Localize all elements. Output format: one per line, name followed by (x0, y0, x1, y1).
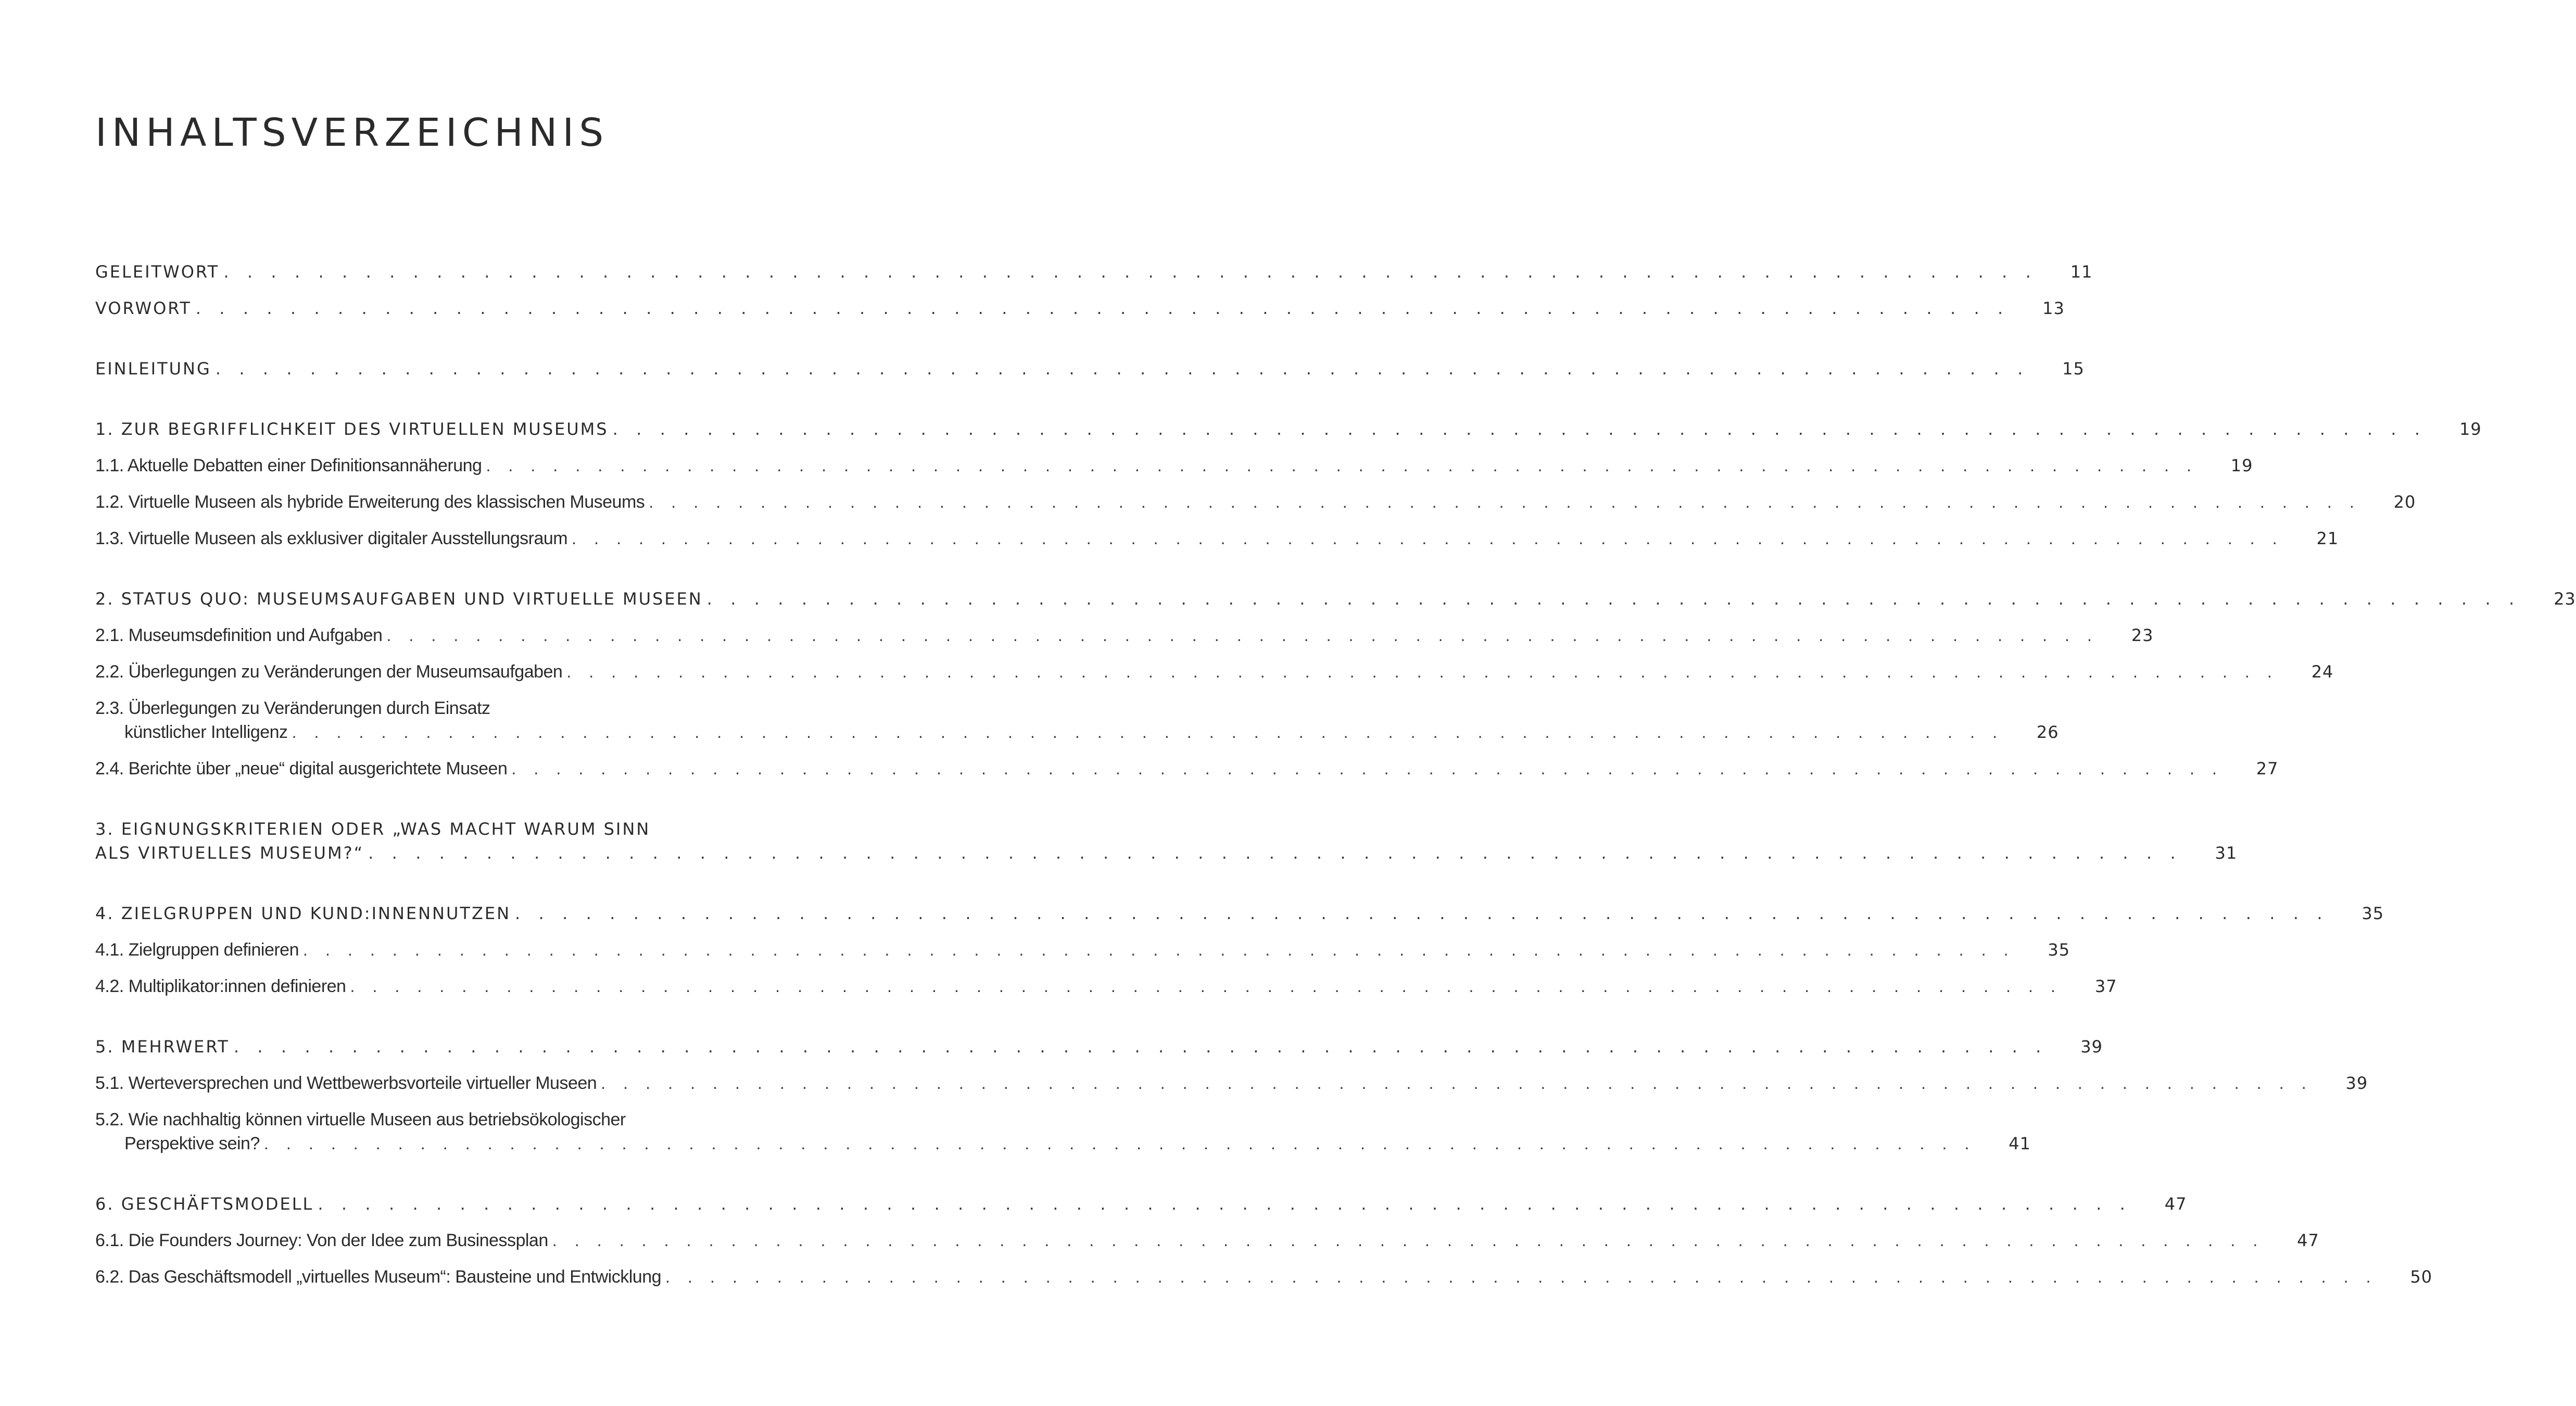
toc-entry-section-1-2[interactable] (95, 488, 2416, 516)
leader-dots: . . . . . . . . . . . . . . . . . . . . . . . . . . . . . . . . . . . . . . . . . . . . . . . . . . . . . . . . . . . . . . . . . . . . . . . . . . . . . (263, 1134, 1976, 1153)
toc-entry-section-5-1[interactable] (95, 1070, 2368, 1097)
toc-entry-title: 3. EIGNUNGSKRITERIEN ODER „WAS MACHT WARUM SINN (95, 819, 651, 839)
toc-entry-page: 39 (2080, 1037, 2103, 1057)
toc-entry-chapter-3-line-1[interactable] (95, 815, 811, 843)
toc-entry-page: 47 (2297, 1231, 2319, 1250)
toc-entry-title: VORWORT (95, 298, 192, 318)
leader-dots: . . . . . . . . . . . . . . . . . . . . . . . . . . . . . . . . . . . . . . . . . . . . . . . . . . . . . . . . . . . . . . . . . . . . . . . . . . . . . (601, 1074, 2313, 1093)
leader-dots: . . . . . . . . . . . . . . . . . . . . . . . . . . . . . . . . . . . . . . . . . . . . . . . . . . . . . . . . . . . . . . . . . . . . . . . . . . . . . (292, 723, 2004, 742)
toc-entry-section-4-2[interactable] (95, 973, 2117, 1000)
leader-dots: . . . . . . . . . . . . . . . . . . . . . . . . . . . . . . . . . . . . . . . . . . . . . . . . . . . . . . . . . . . . . . . . . . . . . . . . . . . . . (706, 589, 2521, 609)
toc-entry-section-2-3-line-1[interactable] (95, 695, 811, 722)
toc-entry-title: 6.2. Das Geschäftsmodell „virtuelles Museum“: Bausteine und Entwicklung (95, 1267, 662, 1287)
toc-entry-title: 4.2. Multiplikator:innen definieren (95, 976, 346, 996)
toc-entry-section-5-2-line-2[interactable] (95, 1130, 2031, 1157)
toc-entry-section-2-2[interactable] (95, 658, 2334, 685)
toc-entry-page: 24 (2311, 662, 2334, 682)
leader-dots: . . . . . . . . . . . . . . . . . . . . . . . . . . . . . . . . . . . . . . . . . . . . . . . . . . . . . . . . . . . . . . . . . . . . . . . . . . . . . (511, 759, 2224, 778)
leader-dots: . . . . . . . . . . . . . . . . . . . . . . . . . . . . . . . . . . . . . . . . . . . . . . . . . . . . . . . . . . . . . . . . . . . . . . . . . . . . . (318, 1194, 2132, 1214)
toc-entry-title: 5.1. Werteversprechen und Wettbewerbsvorteile virtueller Museen (95, 1073, 597, 1093)
toc-entry-page: 13 (2042, 298, 2065, 318)
toc-entry-title: 1.1. Aktuelle Debatten einer Definitionsannäherung (95, 456, 482, 475)
toc-entry-title: 4. ZIELGRUPPEN UND KUND:INNENNUTZEN (95, 903, 511, 923)
leader-dots: . . . . . . . . . . . . . . . . . . . . . . . . . . . . . . . . . . . . . . . . . . . . . . . . . . . . . . . . . . . . . . . . . . . . . . . . . . . . . (566, 662, 2279, 681)
toc-entry-page: 23 (2131, 625, 2154, 645)
toc-entry-page: 19 (2230, 456, 2253, 475)
toc-entry-page: 37 (2094, 976, 2117, 996)
toc-entry-section-6-2[interactable] (95, 1263, 2433, 1290)
leader-dots: . . . . . . . . . . . . . . . . . . . . . . . . . . . . . . . . . . . . . . . . . . . . . . . . . . . . . . . . . . . . . . . . . . . . . . . . . . . . . (195, 298, 2010, 318)
leader-dots: . . . . . . . . . . . . . . . . . . . . . . . . . . . . . . . . . . . . . . . . . . . . . . . . . . . . . . . . . . . . . . . . . . . . . . . . . . . . . (649, 493, 2361, 511)
toc-entry-section-1-1[interactable] (95, 452, 2253, 479)
leader-dots: . . . . . . . . . . . . . . . . . . . . . . . . . . . . . . . . . . . . . . . . . . . . . . . . . . . . . . . . . . . . . . . . . . . . . . . . . . . . . (233, 1037, 2048, 1057)
toc-entry-page: 35 (2048, 940, 2070, 960)
toc-entry-page: 31 (2215, 843, 2238, 863)
toc-entry-title: 2.3. Überlegungen zu Veränderungen durch Einsatz (95, 698, 490, 718)
toc-entry-title: 6. GESCHÄFTSMODELL (95, 1194, 314, 1214)
toc-entry-chapter-5[interactable] (95, 1033, 2103, 1060)
leader-dots: . . . . . . . . . . . . . . . . . . . . . . . . . . . . . . . . . . . . . . . . . . . . . . . . . . . . . . . . . . . . . . . . . . . . . . . . . . . . . (486, 456, 2198, 475)
toc-entry-title: 1.3. Virtuelle Museen als exklusiver digitaler Ausstellungsraum (95, 529, 568, 548)
leader-dots: . . . . . . . . . . . . . . . . . . . . . . . . . . . . . . . . . . . . . . . . . . . . . . . . . . . . . . . . . . . . . . . . . . . . . . . . . . . . . (552, 1231, 2264, 1250)
toc-entry-title: 2.1. Museumsdefinition und Aufgaben (95, 625, 383, 645)
toc-entry-page: 50 (2410, 1267, 2433, 1287)
leader-dots: . . . . . . . . . . . . . . . . . . . . . . . . . . . . . . . . . . . . . . . . . . . . . . . . . . . . . . . . . . . . . . . . . . . . . . . . . . . . . (386, 626, 2099, 645)
toc-entry-page: 20 (2393, 492, 2416, 512)
toc-entry-section-6-1[interactable] (95, 1227, 2319, 1254)
toc-entry-title: 6.1. Die Founders Journey: Von der Idee zum Businessplan (95, 1231, 548, 1250)
toc-entry-page: 21 (2316, 529, 2339, 548)
toc-entry-page: 47 (2164, 1194, 2187, 1214)
toc-entry-page: 15 (2062, 359, 2085, 379)
leader-dots: . . . . . . . . . . . . . . . . . . . . . . . . . . . . . . . . . . . . . . . . . . . . . . . . . . . . . . . . . . . . . . . . . . . . . . . . . . . . . (368, 843, 2182, 863)
toc-entry-geleitwort[interactable] (95, 258, 2093, 285)
leader-dots: . . . . . . . . . . . . . . . . . . . . . . . . . . . . . . . . . . . . . . . . . . . . . . . . . . . . . . . . . . . . . . . . . . . . . . . . . . . . . (612, 419, 2427, 439)
leader-dots: . . . . . . . . . . . . . . . . . . . . . . . . . . . . . . . . . . . . . . . . . . . . . . . . . . . . . . . . . . . . . . . . . . . . . . . . . . . . . (515, 903, 2329, 923)
toc-entry-vorwort[interactable] (95, 295, 2065, 322)
toc-entry-title: 1. ZUR BEGRIFFLICHKEIT DES VIRTUELLEN MUSEUMS (95, 419, 609, 439)
leader-dots: . . . . . . . . . . . . . . . . . . . . . . . . . . . . . . . . . . . . . . . . . . . . . . . . . . . . . . . . . . . . . . . . . . . . . . . . . . . . . (223, 262, 2038, 282)
toc-entry-title: 2. STATUS QUO: MUSEUMSAUFGABEN UND VIRTUELLE MUSEEN (95, 589, 703, 609)
toc-entry-title-continued: ALS VIRTUELLES MUSEUM?“ (95, 843, 364, 863)
toc-entry-chapter-2[interactable] (95, 585, 2576, 612)
toc-entry-title-continued: künstlicher Intelligenz (124, 722, 288, 742)
toc-entry-einleitung[interactable] (95, 355, 2085, 382)
toc-entry-section-4-1[interactable] (95, 936, 2070, 963)
toc-entry-chapter-3-line-2[interactable] (95, 839, 2238, 867)
toc-entry-title: 2.2. Überlegungen zu Veränderungen der Museumsaufgaben (95, 662, 563, 682)
leader-dots: . . . . . . . . . . . . . . . . . . . . . . . . . . . . . . . . . . . . . . . . . . . . . . . . . . . . . . . . . . . . . . . . . . . . . . . . . . . . . (572, 529, 2284, 548)
toc-entry-title: 5. MEHRWERT (95, 1037, 230, 1057)
toc-entry-title: 4.1. Zielgruppen definieren (95, 940, 299, 960)
leader-dots: . . . . . . . . . . . . . . . . . . . . . . . . . . . . . . . . . . . . . . . . . . . . . . . . . . . . . . . . . . . . . . . . . . . . . . . . . . . . . (665, 1267, 2378, 1286)
toc-entry-section-2-3-line-2[interactable] (95, 719, 2059, 746)
toc-entry-chapter-4[interactable] (95, 900, 2384, 927)
toc-entry-page: 41 (2009, 1134, 2031, 1153)
toc-entry-page: 39 (2345, 1073, 2368, 1093)
toc-entry-section-1-3[interactable] (95, 525, 2339, 552)
leader-dots: . . . . . . . . . . . . . . . . . . . . . . . . . . . . . . . . . . . . . . . . . . . . . . . . . . . . . . . . . . . . . . . . . . . . . . . . . . . . . (350, 977, 2062, 996)
toc-entry-title: EINLEITUNG (95, 359, 211, 379)
toc-entry-chapter-6[interactable] (95, 1190, 2187, 1217)
toc-entry-section-2-4[interactable] (95, 755, 2279, 782)
leader-dots: . . . . . . . . . . . . . . . . . . . . . . . . . . . . . . . . . . . . . . . . . . . . . . . . . . . . . . . . . . . . . . . . . . . . . . . . . . . . . (303, 940, 2015, 959)
toc-entry-title: 5.2. Wie nachhaltig können virtuelle Museen aus betriebsökologischer (95, 1110, 626, 1129)
leader-dots: . . . . . . . . . . . . . . . . . . . . . . . . . . . . . . . . . . . . . . . . . . . . . . . . . . . . . . . . . . . . . . . . . . . . . . . . . . . . . (215, 359, 2029, 379)
toc-entry-title-continued: Perspektive sein? (124, 1134, 260, 1153)
toc-entry-section-2-1[interactable] (95, 622, 2154, 649)
toc-entry-title: GELEITWORT (95, 262, 220, 282)
toc-entry-page: 19 (2459, 419, 2482, 439)
toc-entry-chapter-1[interactable] (95, 416, 2482, 443)
toc-entry-page: 23 (2554, 589, 2576, 609)
toc-entry-page: 27 (2256, 759, 2279, 779)
toc-entry-section-5-2-line-1[interactable] (95, 1106, 811, 1133)
toc-entry-page: 26 (2036, 722, 2059, 742)
page-title: INHALTSVERZEICHNIS (95, 110, 609, 155)
toc-entry-page: 11 (2070, 262, 2093, 282)
toc-entry-title: 2.4. Berichte über „neue“ digital ausgerichtete Museen (95, 759, 508, 779)
toc-entry-title: 1.2. Virtuelle Museen als hybride Erweiterung des klassischen Museums (95, 492, 645, 512)
toc-entry-page: 35 (2362, 903, 2384, 923)
